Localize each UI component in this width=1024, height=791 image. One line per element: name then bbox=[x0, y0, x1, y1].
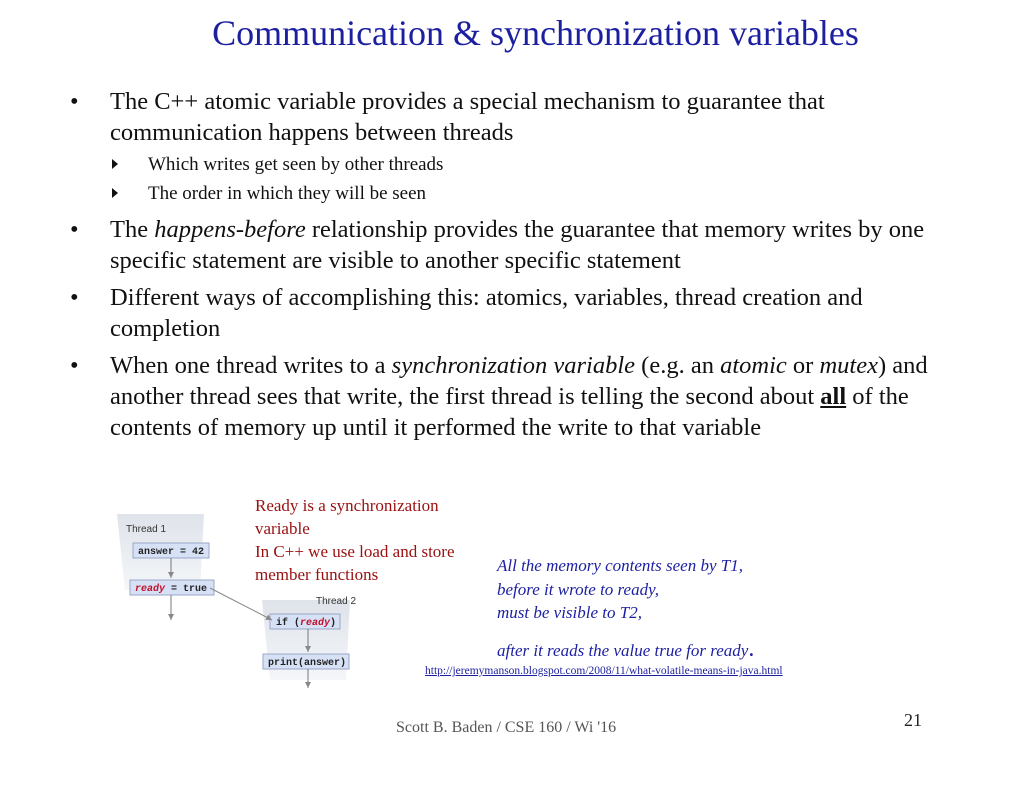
bullet-1 bbox=[70, 86, 960, 208]
visibility-note-line-1: All the memory contents seen by T1, bbox=[497, 556, 743, 575]
thread-1-label: Thread 1 bbox=[126, 524, 167, 535]
visibility-note-line-3: must be visible to T2, bbox=[497, 603, 642, 622]
bullet-3 bbox=[70, 282, 960, 344]
arrow-right-icon bbox=[112, 159, 118, 169]
sub-item-1 bbox=[110, 150, 960, 179]
bullet-4-em-mutex: mutex bbox=[819, 352, 878, 379]
bullet-2-emphasis: happens-before bbox=[154, 216, 306, 243]
visibility-note bbox=[497, 554, 754, 662]
thread-2-stmt-1-text: if (ready) bbox=[276, 618, 337, 629]
bullet-marker: • bbox=[70, 216, 79, 243]
reference-link[interactable]: http://jeremymanson.blogspot.com/2008/11/what-volatile-means-in-java.html bbox=[425, 665, 783, 677]
thread-2-label: Thread 2 bbox=[316, 596, 357, 607]
bullet-2-post: relationship provides the guarantee that memory writes by one specific statement are visible to another specific statement bbox=[110, 216, 925, 274]
sub-item-2-text: The order in which they will be seen bbox=[148, 183, 427, 204]
thread-1-stmt-1-text: answer = 42 bbox=[138, 547, 205, 558]
bullet-marker: • bbox=[70, 352, 79, 379]
slide-title: Communication & synchronization variables bbox=[212, 13, 859, 53]
bullet-2-pre: The bbox=[110, 216, 155, 243]
thread-1-stmt-2-text: ready = true bbox=[135, 584, 208, 595]
bullet-2 bbox=[70, 214, 960, 276]
bullet-4 bbox=[70, 350, 960, 443]
bullet-marker: • bbox=[70, 88, 79, 115]
bullet-4-all-text: all bbox=[820, 383, 847, 410]
bullet-4-part-c: or bbox=[786, 352, 820, 379]
ready-note bbox=[255, 494, 495, 586]
bullet-4-part-d: ) and another thread sees that write, the first thread is telling the second about bbox=[110, 352, 928, 410]
ready-note-line-2: In C++ we use load and store member functions bbox=[255, 542, 455, 584]
footer: Scott B. Baden / CSE 160 / Wi '16 bbox=[396, 719, 617, 736]
ready-note-line-1: Ready is a synchronization variable bbox=[255, 496, 439, 538]
sub-list bbox=[110, 150, 960, 208]
sub-item-1-text: Which writes get seen by other threads bbox=[148, 154, 444, 175]
sub-item-2 bbox=[110, 179, 960, 208]
bullet-3-text: Different ways of accomplishing this: atomics, variables, thread creation and completion bbox=[110, 284, 863, 342]
bullet-4-part-b: (e.g. an bbox=[635, 352, 721, 379]
bullet-4-part-e: of the contents of memory up until it performed the write to that variable bbox=[110, 383, 909, 441]
page-number: 21 bbox=[904, 710, 922, 730]
bullet-list bbox=[70, 86, 960, 449]
bullet-4-em-sync-var: synchronization variable bbox=[391, 352, 636, 379]
bullet-4-part-a: When one thread writes to a bbox=[110, 352, 392, 379]
visibility-note-line-2: before it wrote to ready, bbox=[497, 579, 659, 599]
bullet-marker: • bbox=[70, 284, 79, 311]
arrow-right-icon bbox=[112, 188, 118, 198]
bullet-1-text: The C++ atomic variable provides a special mechanism to guarantee that communication happens between threads bbox=[110, 88, 825, 146]
visibility-note-line-4: after it reads the value true for ready. bbox=[497, 635, 755, 662]
bullet-4-em-atomic: atomic bbox=[720, 352, 787, 379]
thread-2-stmt-2-text: print(answer) bbox=[268, 658, 347, 669]
bullet-4-all bbox=[820, 383, 846, 410]
